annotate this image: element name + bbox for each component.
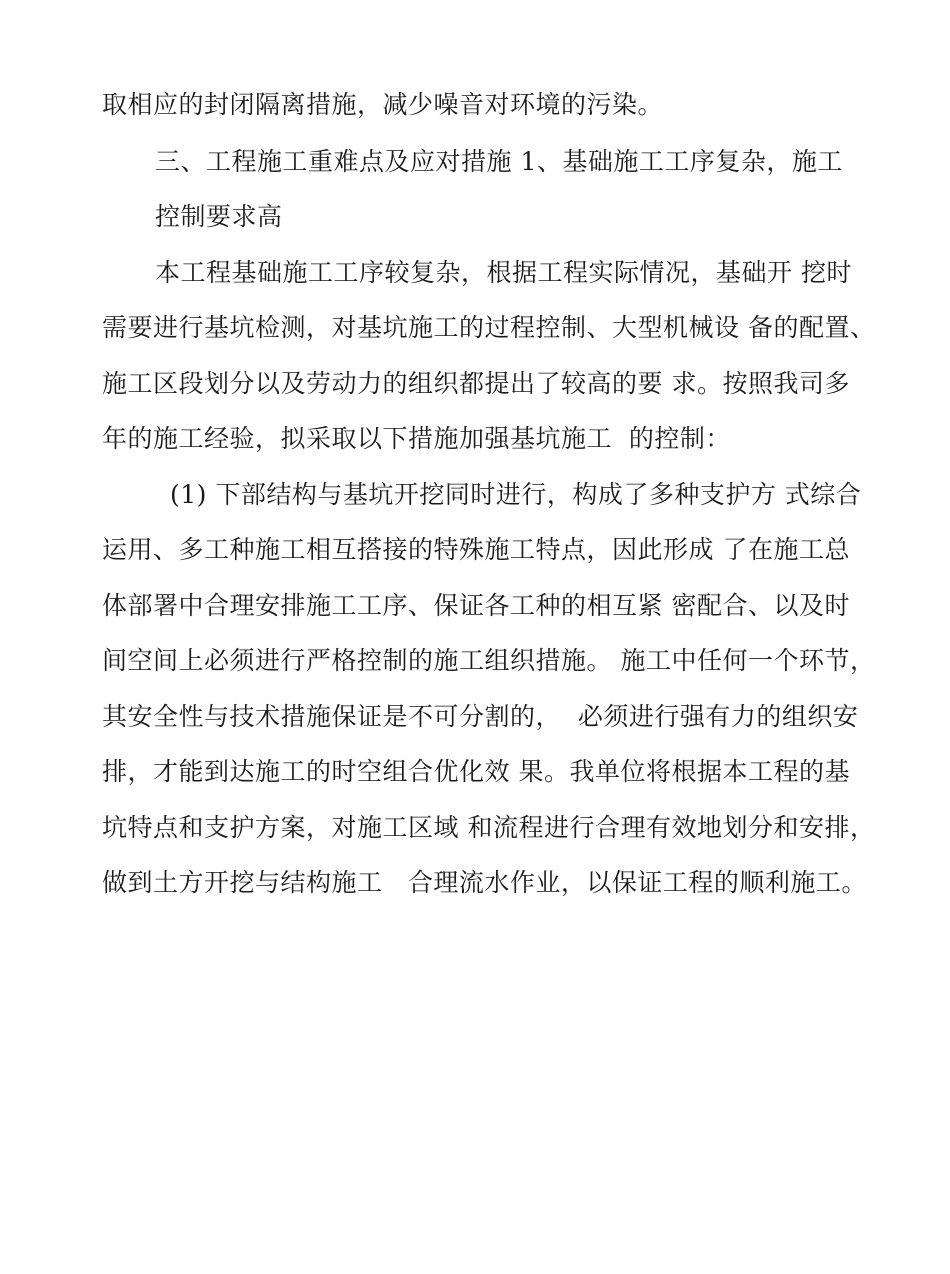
text-line: 体部署中合理安排施工工序、保证各工种的相互紧 密配合、以及时 [102, 591, 850, 620]
text-line: 排，才能到达施工的时空组合优化效 果。我单位将根据本工程的基 [102, 757, 850, 786]
text-line: 做到土方开挖与结构施工 合理流水作业，以保证工程的顺利施工。 [102, 868, 867, 897]
section-heading: 三、工程施工重难点及应对措施 1、基础施工工序复杂，施工 [155, 147, 843, 176]
text-line: 坑特点和支护方案，对施工区域 和流程进行合理有效地划分和安排， [102, 813, 876, 842]
text-line: 需要进行基坑检测，对基坑施工的过程控制、大型机械设 备的配置、 [102, 313, 876, 342]
text-line: 年的施工经验，拟采取以下措施加强基坑施工 的控制： [102, 424, 731, 453]
text-line: 间空间上必须进行严格控制的施工组织措施。 施工中任何一个环节， [102, 646, 876, 675]
text-line: 施工区段划分以及劳动力的组织都提出了较高的要 求。按照我司多 [102, 369, 850, 398]
section-heading-continued: 控制要求高 [155, 202, 283, 231]
text-line: 其安全性与技术措施保证是不可分割的， 必须进行强有力的组织安 [102, 702, 859, 731]
list-item-text: (1) 下部结构与基坑开挖同时进行，构成了多种支护方 式综合 [170, 480, 862, 509]
text-line: 本工程基础施工工序较复杂，根据工程实际情况，基础开 挖时 [155, 258, 852, 287]
text-line: 运用、多工种施工相互搭接的特殊施工特点，因此形成 了在施工总 [102, 535, 850, 564]
text-line: 取相应的封闭隔离措施，减少噪音对环境的污染。 [102, 90, 664, 119]
